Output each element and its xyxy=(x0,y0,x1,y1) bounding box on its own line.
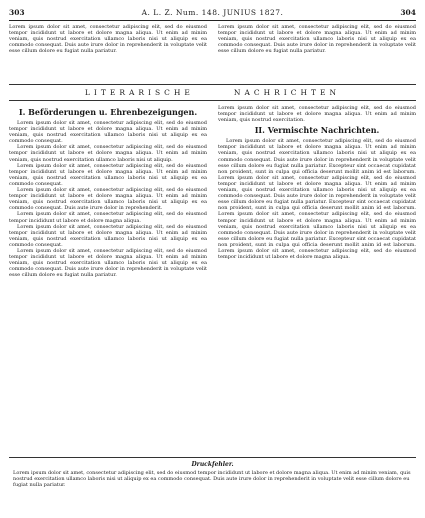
top-right-column xyxy=(218,24,416,80)
left-paragraph: Lorem ipsum dolor sit amet, consectetur adipiscing elit, sed do eiusmod tempor incididunt ut labore et dolore magna aliqua. xyxy=(9,211,207,224)
band-title-right: NACHRICHTEN xyxy=(233,88,341,97)
left-paragraph: Lorem ipsum dolor sit amet, consectetur adipiscing elit, sed do eiusmod tempor incididunt ut labore et dolore magna aliqua. Ut enim ad minim veniam, quis nostrud exercitation ullamco laboris nisi ut aliquip. xyxy=(9,144,207,163)
left-paragraph: Lorem ipsum dolor sit amet, consectetur adipiscing elit, sed do eiusmod tempor incididunt ut labore et dolore magna aliqua. Ut enim ad minim veniam, quis nostrud exercitation ullamco laboris nisi ut aliquip ex ea commodo consequat. xyxy=(9,120,207,145)
continued-text-block xyxy=(9,24,416,80)
left-column xyxy=(9,105,207,445)
section-band xyxy=(9,84,416,101)
errata-footer xyxy=(9,457,416,506)
left-paragraph: Lorem ipsum dolor sit amet, consectetur adipiscing elit, sed do eiusmod tempor incididunt ut labore et dolore magna aliqua. Ut enim ad minim veniam, quis nostrud exercitation ullamco laboris nisi ut aliquip ex ea commodo consequat. Duis aute irure dolor in reprehenderit in voluptate velit esse cillum dolore eu fugiat nulla pariatur. xyxy=(9,247,207,279)
band-title-left: LITERARISCHE xyxy=(84,88,194,97)
page-header xyxy=(9,6,416,21)
right-paragraph: Lorem ipsum dolor sit amet, consectetur adipiscing elit, sed do eiusmod tempor incididunt ut labore et dolore magna aliqua. Ut enim ad minim veniam, quis nostrud exercitation ullamco laboris nisi ut aliquip ex ea commodo consequat. Duis aute irure dolor in reprehenderit in voluptate velit esse cillum dolore eu fugiat nulla pariatur. Excepteur sint occaecat cupidatat non proident, sunt in culpa qui officia deserunt mollit anim id est laborum. Lorem ipsum dolor sit amet, consectetur adipiscing elit, sed do eiusmod tempor incididunt ut labore et dolore magna aliqua. Ut enim ad minim veniam, quis nostrud exercitation ullamco laboris nisi ut aliquip ex ea commodo consequat. Duis aute irure dolor in reprehenderit in voluptate velit esse cillum dolore eu fugiat nulla pariatur. Excepteur sint occaecat cupidatat non proident, sunt in culpa qui officia deserunt mollit anim id est laborum. Lorem ipsum dolor sit amet, consectetur adipiscing elit, sed do eiusmod tempor incididunt ut labore et dolore magna aliqua. Ut enim ad minim veniam, quis nostrud exercitation ullamco laboris nisi ut aliquip ex ea commodo consequat. Duis aute irure dolor in reprehenderit in voluptate velit esse cillum dolore eu fugiat nulla pariatur. Excepteur sint occaecat cupidatat non proident, sunt in culpa qui officia deserunt mollit anim id est laborum. Lorem ipsum dolor sit amet, consectetur adipiscing elit, sed do eiusmod tempor incididunt ut labore et dolore magna aliqua. xyxy=(218,138,416,261)
right-column xyxy=(218,105,416,445)
left-paragraph: Lorem ipsum dolor sit amet, consectetur adipiscing elit, sed do eiusmod tempor incididunt ut labore et dolore magna aliqua. Ut enim ad minim veniam, quis nostrud exercitation ullamco laboris nisi ut aliquip ex ea commodo consequat. Duis aute irure dolor in reprehenderit. xyxy=(9,187,207,212)
right-intro-paragraph: Lorem ipsum dolor sit amet, consectetur adipiscing elit, sed do eiusmod tempor incididunt ut labore et dolore magna aliqua. Ut enim ad minim veniam, quis nostrud exercitation. xyxy=(218,105,416,124)
page-number-right: 304 xyxy=(400,8,416,17)
errata-heading: Druckfehler. xyxy=(191,461,234,468)
top-left-paragraph: Lorem ipsum dolor sit amet, consectetur adipiscing elit, sed do eiusmod tempor incididunt ut labore et dolore magna aliqua. Ut enim ad minim veniam, quis nostrud exercitation ullamco laboris nisi ut aliquip ex ea commodo consequat. Duis aute irure dolor in reprehenderit in voluptate velit esse cillum dolore eu fugiat nulla pariatur. xyxy=(9,24,207,55)
left-paragraph: Lorem ipsum dolor sit amet, consectetur adipiscing elit, sed do eiusmod tempor incididunt ut labore et dolore magna aliqua. Ut enim ad minim veniam, quis nostrud exercitation ullamco laboris nisi ut aliquip ex ea commodo consequat. xyxy=(9,162,207,187)
main-columns xyxy=(9,105,416,445)
page-number-left: 303 xyxy=(9,8,25,17)
top-left-column xyxy=(9,24,207,80)
left-section-heading: I. Beförderungen u. Ehrenbezeigungen. xyxy=(18,107,198,117)
journal-title: A. L. Z. Num. 148. JUNIUS 1827. xyxy=(141,8,284,17)
left-paragraph: Lorem ipsum dolor sit amet, consectetur adipiscing elit, sed do eiusmod tempor incididunt ut labore et dolore magna aliqua. Ut enim ad minim veniam, quis nostrud exercitation ullamco laboris nisi ut aliquip ex ea commodo consequat. xyxy=(9,223,207,248)
newspaper-page xyxy=(9,6,416,506)
top-right-paragraph: Lorem ipsum dolor sit amet, consectetur adipiscing elit, sed do eiusmod tempor incididunt ut labore et dolore magna aliqua. Ut enim ad minim veniam, quis nostrud exercitation ullamco laboris nisi ut aliquip ex ea commodo consequat. Duis aute irure dolor in reprehenderit in voluptate velit esse cillum dolore eu fugiat nulla pariatur. xyxy=(218,24,416,55)
errata-text: Lorem ipsum dolor sit amet, consectetur adipiscing elit, sed do eiusmod tempor incididunt ut labore et dolore magna aliqua. Ut enim ad minim veniam, quis nostrud exercitation ullamco laboris nisi ut aliquip ex ea commodo consequat. Duis aute irure dolor in reprehenderit in voluptate velit esse cillum dolore eu fugiat nulla pariatur. xyxy=(13,470,411,489)
right-section-heading: II. Vermischte Nachrichten. xyxy=(254,125,380,136)
